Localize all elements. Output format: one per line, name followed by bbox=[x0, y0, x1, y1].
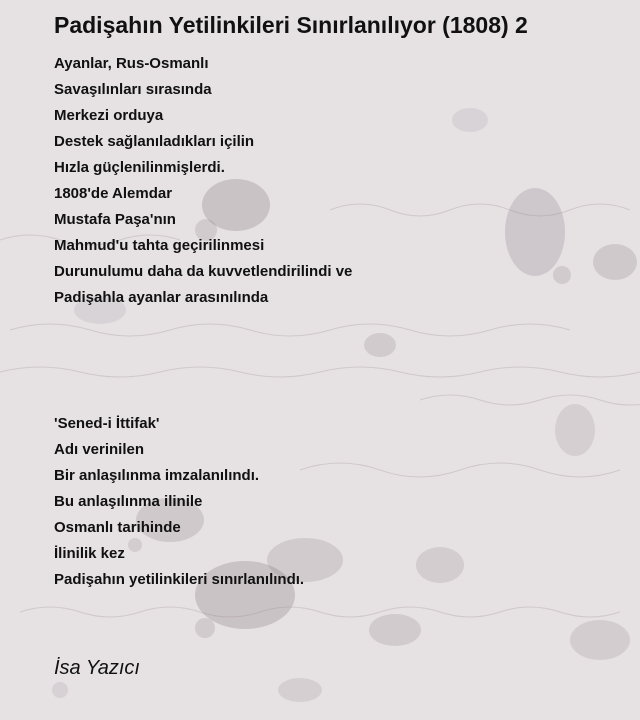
poem-line: Adı verinilen bbox=[54, 441, 145, 458]
poem-line: 1808'de Alemdar bbox=[54, 185, 173, 202]
poem-line: Padişahla ayanlar arasınılında bbox=[54, 289, 269, 306]
poem-line: Mustafa Paşa'nın bbox=[54, 211, 176, 228]
poem-line: Mahmud'u tahta geçirilinmesi bbox=[54, 237, 265, 254]
poem-line: Ayanlar, Rus-Osmanlı bbox=[54, 55, 209, 72]
poem-line: 'Sened-i İttifak' bbox=[54, 415, 160, 432]
poem-line: Osmanlı tarihinde bbox=[54, 519, 181, 536]
poem-line: Savaşılınları sırasında bbox=[54, 81, 212, 98]
stanza-2 bbox=[54, 411, 304, 593]
poem-line: Destek sağlanıladıkları içilin bbox=[54, 133, 255, 150]
poem-line: Durunulumu daha da kuvvetlendirilindi ve bbox=[54, 263, 353, 280]
poem-line: Padişahın yetilinkileri sınırlanılındı. bbox=[54, 571, 305, 588]
poem-line: Bir anlaşılınma imzalanılındı. bbox=[54, 467, 260, 484]
poem-line: İlinilik kez bbox=[54, 545, 125, 562]
poem-line: Merkezi orduya bbox=[54, 107, 164, 124]
poem-title: Padişahın Yetilinkileri Sınırlanılıyor (1808) 2 bbox=[54, 12, 528, 38]
stanza-1 bbox=[54, 51, 352, 311]
poem-line: Bu anlaşılınma ilinile bbox=[54, 493, 203, 510]
poem-author: İsa Yazıcı bbox=[54, 657, 140, 679]
poem-line: Hızla güçlenilinmişlerdi. bbox=[54, 159, 225, 176]
